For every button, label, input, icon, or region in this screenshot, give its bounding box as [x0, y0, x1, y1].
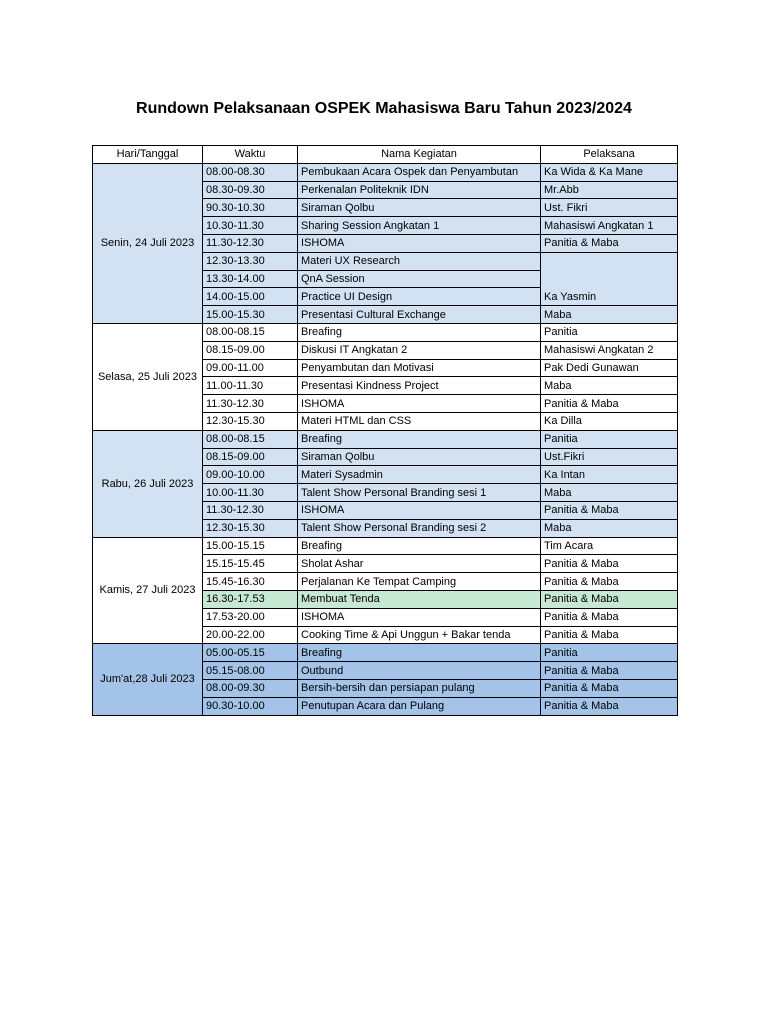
time-cell: 14.00-15.00	[203, 288, 298, 306]
activity-cell: Siraman Qolbu	[298, 448, 541, 466]
page-title: Rundown Pelaksanaan OSPEK Mahasiswa Baru Tahun 2023/2024	[136, 100, 632, 117]
time-cell: 08.15-09.00	[203, 341, 298, 359]
activity-cell: QnA Session	[298, 270, 541, 288]
day-cell: Kamis, 27 Juli 2023	[93, 537, 203, 644]
rundown-table	[92, 145, 678, 716]
header-pelaksana: Pelaksana	[541, 146, 678, 164]
pelaksana-cell: Ka Wida & Ka Mane	[541, 163, 678, 181]
table-row	[93, 323, 678, 341]
activity-cell: ISHOMA	[298, 608, 541, 626]
time-cell: 11.30-12.30	[203, 395, 298, 413]
activity-cell: Presentasi Cultural Exchange	[298, 306, 541, 324]
pelaksana-cell: Panitia	[541, 644, 678, 662]
time-cell: 15.00-15.15	[203, 537, 298, 555]
pelaksana-cell: Panitia	[541, 323, 678, 341]
pelaksana-cell: Ka Yasmin	[541, 252, 678, 305]
activity-cell: Breafing	[298, 323, 541, 341]
time-cell: 08.00-08.15	[203, 430, 298, 448]
activity-cell: Materi Sysadmin	[298, 466, 541, 484]
table-header-row	[93, 146, 678, 164]
pelaksana-cell: Panitia & Maba	[541, 590, 678, 608]
time-cell: 15.45-16.30	[203, 573, 298, 591]
time-cell: 11.00-11.30	[203, 377, 298, 395]
activity-cell: Pembukaan Acara Ospek dan Penyambutan	[298, 163, 541, 181]
pelaksana-cell: Panitia & Maba	[541, 234, 678, 252]
time-cell: 15.15-15.45	[203, 555, 298, 573]
time-cell: 16.30-17.53	[203, 590, 298, 608]
pelaksana-cell: Panitia & Maba	[541, 395, 678, 413]
pelaksana-cell: Ka Intan	[541, 466, 678, 484]
header-waktu: Waktu	[203, 146, 298, 164]
pelaksana-cell: Maba	[541, 377, 678, 395]
time-cell: 11.30-12.30	[203, 234, 298, 252]
activity-cell: Materi HTML dan CSS	[298, 412, 541, 430]
pelaksana-cell: Ka Dilla	[541, 412, 678, 430]
pelaksana-cell: Panitia & Maba	[541, 662, 678, 680]
day-cell: Jum'at,28 Juli 2023	[93, 644, 203, 715]
time-cell: 15.00-15.30	[203, 306, 298, 324]
activity-cell: Diskusi IT Angkatan 2	[298, 341, 541, 359]
time-cell: 05.00-05.15	[203, 644, 298, 662]
day-cell: Rabu, 26 Juli 2023	[93, 430, 203, 537]
time-cell: 08.15-09.00	[203, 448, 298, 466]
activity-cell: Sharing Session Angkatan 1	[298, 217, 541, 235]
time-cell: 20.00-22.00	[203, 626, 298, 644]
activity-cell: Perjalanan Ke Tempat Camping	[298, 573, 541, 591]
pelaksana-cell: Maba	[541, 519, 678, 537]
pelaksana-cell: Mahasiswi Angkatan 1	[541, 217, 678, 235]
time-cell: 12.30-15.30	[203, 412, 298, 430]
activity-cell: Materi UX Research	[298, 252, 541, 270]
table-row	[93, 537, 678, 555]
activity-cell: Sholat Ashar	[298, 555, 541, 573]
activity-cell: ISHOMA	[298, 395, 541, 413]
pelaksana-cell: Maba	[541, 306, 678, 324]
activity-cell: Presentasi Kindness Project	[298, 377, 541, 395]
activity-cell: Outbund	[298, 662, 541, 680]
activity-cell: Bersih-bersih dan persiapan pulang	[298, 679, 541, 697]
day-cell: Selasa, 25 Juli 2023	[93, 323, 203, 430]
pelaksana-cell: Panitia & Maba	[541, 697, 678, 715]
pelaksana-cell: Pak Dedi Gunawan	[541, 359, 678, 377]
activity-cell: Practice UI Design	[298, 288, 541, 306]
time-cell: 08.00-08.15	[203, 323, 298, 341]
time-cell: 17.53-20.00	[203, 608, 298, 626]
table-body	[93, 163, 678, 715]
pelaksana-cell: Mahasiswi Angkatan 2	[541, 341, 678, 359]
pelaksana-cell: Panitia & Maba	[541, 573, 678, 591]
time-cell: 05.15-08.00	[203, 662, 298, 680]
activity-cell: Siraman Qolbu	[298, 199, 541, 217]
pelaksana-cell: Ust.Fikri	[541, 448, 678, 466]
activity-cell: Penutupan Acara dan Pulang	[298, 697, 541, 715]
pelaksana-cell: Tim Acara	[541, 537, 678, 555]
pelaksana-cell: Panitia & Maba	[541, 679, 678, 697]
pelaksana-cell: Panitia & Maba	[541, 608, 678, 626]
time-cell: 08.00-09.30	[203, 679, 298, 697]
time-cell: 08.30-09.30	[203, 181, 298, 199]
activity-cell: Membuat Tenda	[298, 590, 541, 608]
time-cell: 90.30-10.00	[203, 697, 298, 715]
activity-cell: Breafing	[298, 644, 541, 662]
activity-cell: Cooking Time & Api Unggun + Bakar tenda	[298, 626, 541, 644]
activity-cell: Perkenalan Politeknik IDN	[298, 181, 541, 199]
activity-cell: ISHOMA	[298, 501, 541, 519]
time-cell: 13.30-14.00	[203, 270, 298, 288]
pelaksana-cell: Maba	[541, 484, 678, 502]
pelaksana-cell: Panitia & Maba	[541, 555, 678, 573]
time-cell: 10.30-11.30	[203, 217, 298, 235]
time-cell: 12.30-13.30	[203, 252, 298, 270]
pelaksana-cell: Panitia & Maba	[541, 626, 678, 644]
pelaksana-cell: Ust. Fikri	[541, 199, 678, 217]
activity-cell: Breafing	[298, 430, 541, 448]
activity-cell: ISHOMA	[298, 234, 541, 252]
time-cell: 09.00-11.00	[203, 359, 298, 377]
time-cell: 12.30-15.30	[203, 519, 298, 537]
time-cell: 09.00-10.00	[203, 466, 298, 484]
table-row	[93, 430, 678, 448]
pelaksana-cell: Mr.Abb	[541, 181, 678, 199]
activity-cell: Penyambutan dan Motivasi	[298, 359, 541, 377]
activity-cell: Breafing	[298, 537, 541, 555]
pelaksana-cell: Panitia	[541, 430, 678, 448]
table-row	[93, 163, 678, 181]
activity-cell: Talent Show Personal Branding sesi 2	[298, 519, 541, 537]
day-cell: Senin, 24 Juli 2023	[93, 163, 203, 323]
header-nama-kegiatan: Nama Kegiatan	[298, 146, 541, 164]
pelaksana-cell: Panitia & Maba	[541, 501, 678, 519]
activity-cell: Talent Show Personal Branding sesi 1	[298, 484, 541, 502]
time-cell: 08.00-08.30	[203, 163, 298, 181]
time-cell: 90.30-10.30	[203, 199, 298, 217]
header-hari-tanggal: Hari/Tanggal	[93, 146, 203, 164]
time-cell: 10.00-11.30	[203, 484, 298, 502]
table-row	[93, 644, 678, 662]
time-cell: 11.30-12.30	[203, 501, 298, 519]
